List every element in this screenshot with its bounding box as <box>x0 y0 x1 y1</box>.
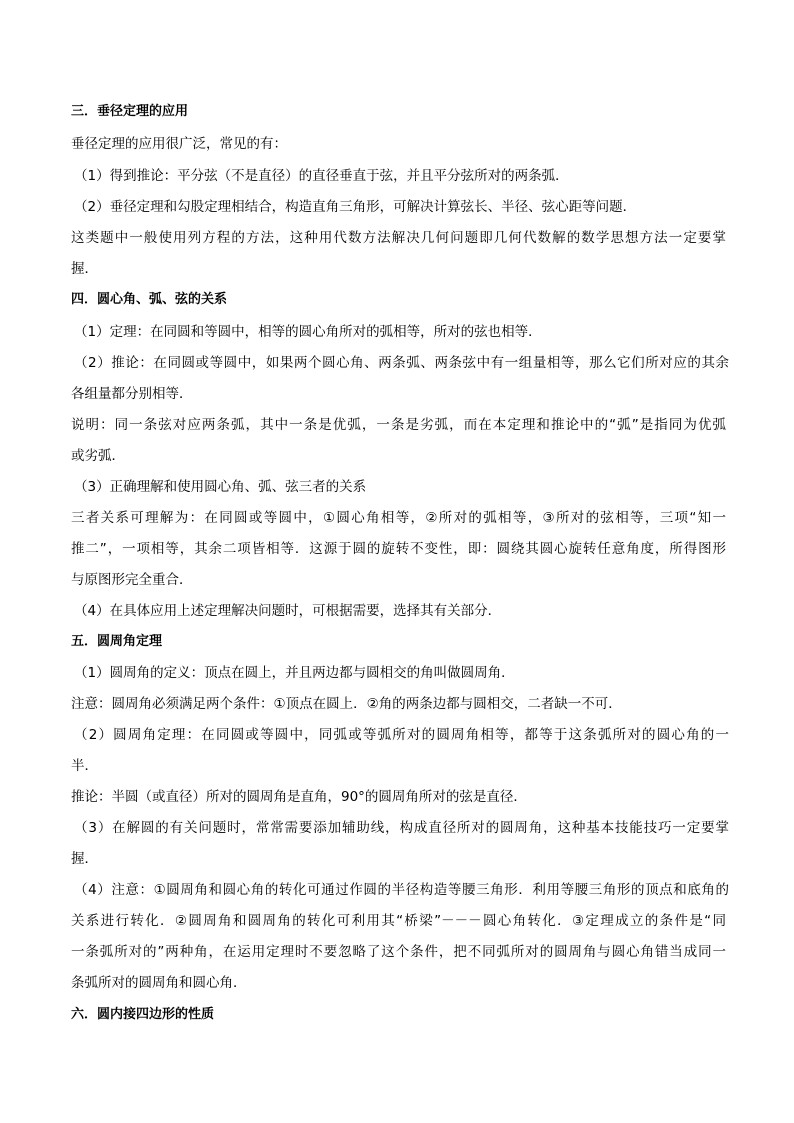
paragraph-line: 与原图形完全重合． <box>71 572 193 588</box>
paragraph-line: （2）推论：在同圆或等圆中，如果两个圆心角、两条弧、两条弦中有一组量相等，那么它们所对应的其余 <box>74 355 729 371</box>
paragraph-line: 垂径定理的应用很广泛，常见的有： <box>71 136 287 152</box>
paragraph-line: （4）在具体应用上述定理解决问题时，可根据需要，选择其有关部分． <box>74 603 502 619</box>
paragraph-line: 推论：半圆（或直径）所对的圆周角是直角，90°的圆周角所对的弦是直径． <box>71 789 527 805</box>
paragraph-line: 一条弧所对的”两种角，在运用定理时不要忽略了这个条件，把不同弧所对的圆周角与圆心角错当成同一 <box>71 944 726 960</box>
paragraph-line: 推二”，一项相等，其余二项皆相等．这源于圆的旋转不变性，即：圆绕其圆心旋转任意角度，所得图形 <box>71 541 726 557</box>
paragraph-line: 这类题中一般使用列方程的方法，这种用代数方法解决几何问题即几何代数解的数学思想方法一定要掌 <box>71 230 726 246</box>
paragraph-line: 各组量都分别相等． <box>71 386 193 402</box>
paragraph-line: （2）圆周角定理：在同圆或等圆中，同弧或等弧所对的圆周角相等，都等于这条弧所对的圆心角的一 <box>74 727 729 743</box>
paragraph-line: （2）垂径定理和勾股定理相结合，构造直角三角形，可解决计算弦长、半径、弦心距等问题． <box>74 199 637 215</box>
paragraph-line: （1）得到推论：平分弦（不是直径）的直径垂直于弦，并且平分弦所对的两条弧． <box>74 168 569 184</box>
paragraph-line: （1）定理：在同圆和等圆中，相等的圆心角所对的弧相等，所对的弦也相等． <box>74 324 542 340</box>
paragraph-line: （3）正确理解和使用圆心角、弧、弦三者的关系 <box>74 479 367 495</box>
paragraph-line: 半． <box>71 758 98 774</box>
section-heading-3: 三．垂径定理的应用 <box>71 104 189 119</box>
paragraph-line: 或劣弧． <box>71 448 125 464</box>
section-heading-6: 六．圆内接四边形的性质 <box>71 1007 215 1022</box>
paragraph-line: 说明：同一条弦对应两条弧，其中一条是优弧，一条是劣弧，而在本定理和推论中的“弧”是指同为优弧 <box>71 417 726 433</box>
paragraph-line: （1）圆周角的定义：顶点在圆上，并且两边都与圆相交的角叫做圆周角． <box>74 665 515 681</box>
paragraph-line: （4）注意：①圆周角和圆心角的转化可通过作圆的半径构造等腰三角形．利用等腰三角形的顶点和底角的 <box>74 882 729 898</box>
section-heading-5: 五．圆周角定理 <box>71 634 163 649</box>
paragraph-line: 三者关系可理解为：在同圆或等圆中，①圆心角相等，②所对的弧相等，③所对的弦相等，三项“知一 <box>71 510 726 526</box>
paragraph-line: 握． <box>71 851 98 867</box>
paragraph-line: 握． <box>71 261 98 277</box>
paragraph-line: 条弧所对的圆周角和圆心角． <box>71 975 247 991</box>
paragraph-line: （3）在解圆的有关问题时，常常需要添加辅助线，构成直径所对的圆周角，这种基本技能技巧一定要掌 <box>74 820 729 836</box>
paragraph-line: 关系进行转化．②圆周角和圆周角的转化可利用其“桥梁”－－－圆心角转化．③定理成立的条件是“同 <box>71 913 726 929</box>
paragraph-line: 注意：圆周角必须满足两个条件：①顶点在圆上．②角的两条边都与圆相交，二者缺一不可． <box>71 696 622 712</box>
section-heading-4: 四．圆心角、弧、弦的关系 <box>71 292 228 307</box>
